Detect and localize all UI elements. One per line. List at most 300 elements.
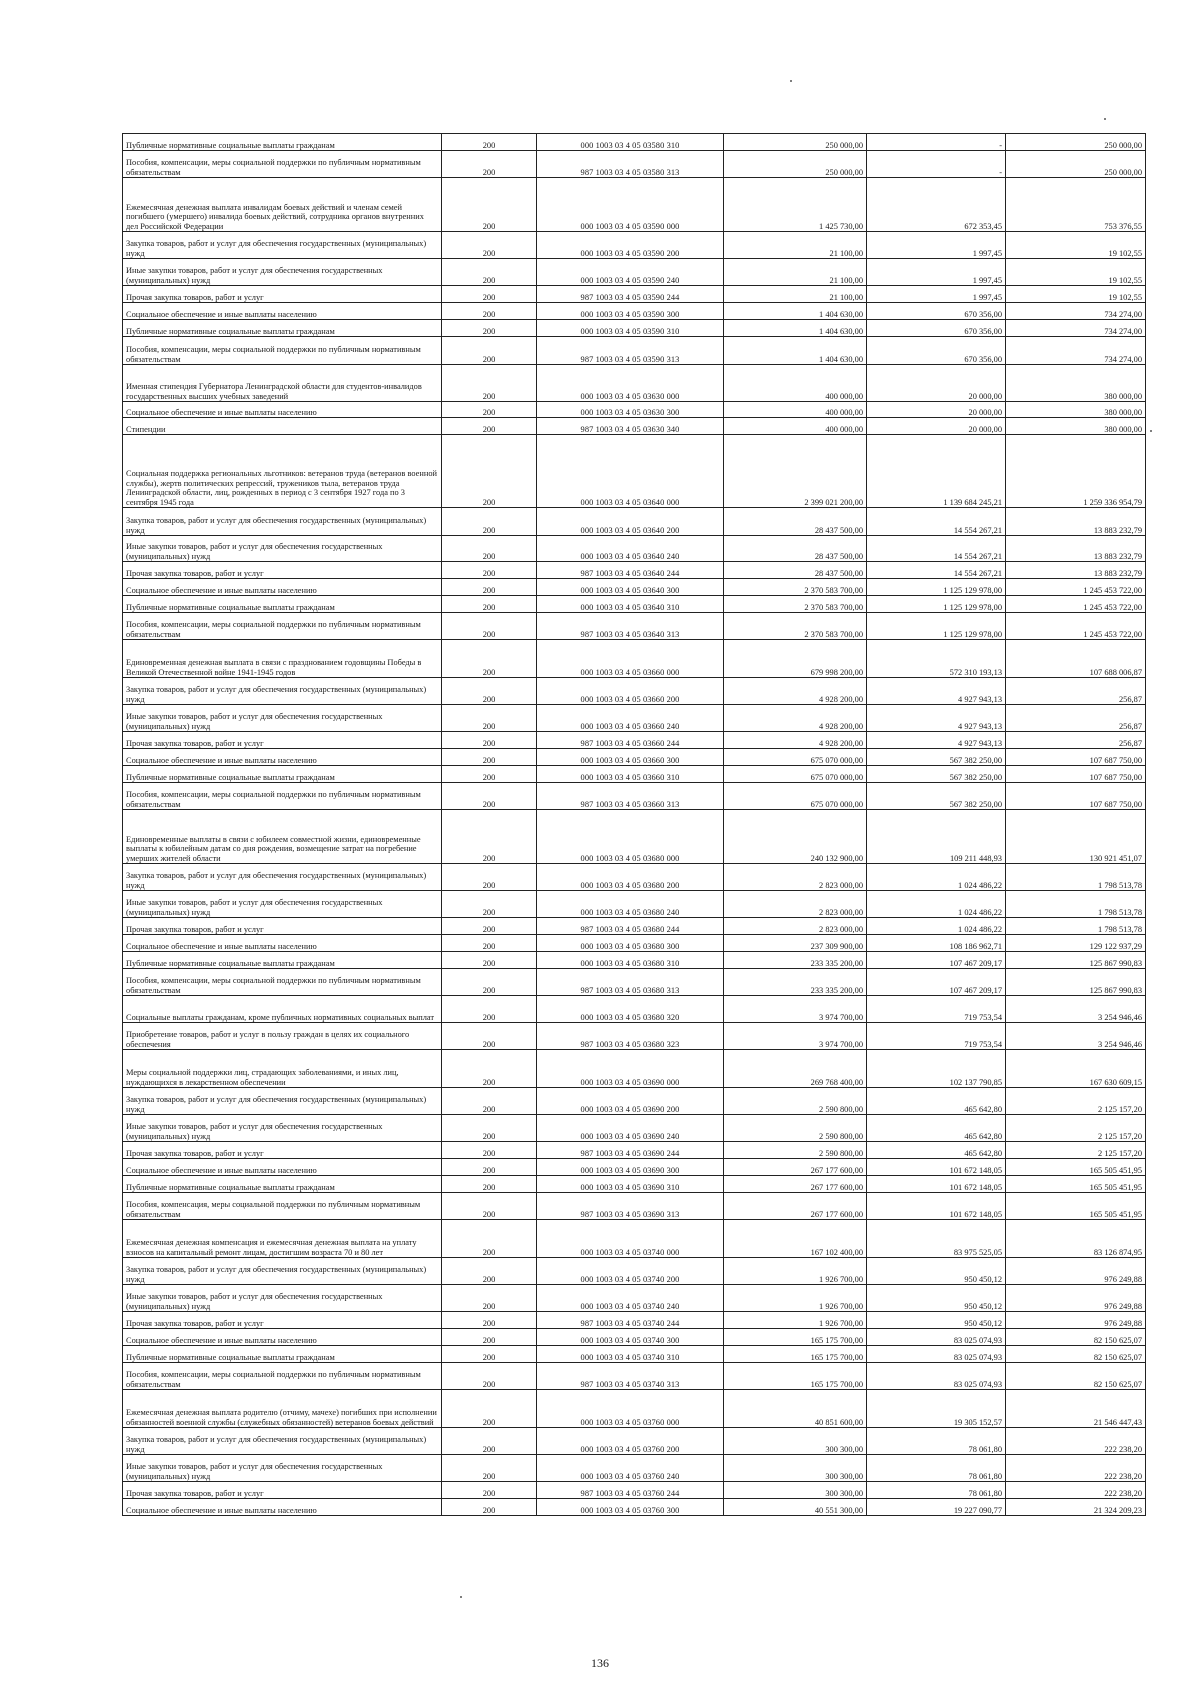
table-row xyxy=(123,259,1146,286)
row-approved: 400 000,00 xyxy=(724,402,867,418)
row-name: Прочая закупка товаров, работ и услуг xyxy=(123,918,442,935)
row-kbk: 000 1003 03 4 05 03640 200 xyxy=(537,508,724,536)
row-name: Социальное обеспечение и иные выплаты населению xyxy=(123,1499,442,1516)
row-executed: 465 642,80 xyxy=(867,1115,1006,1142)
table-row xyxy=(123,640,1146,678)
row-kbk: 987 1003 03 4 05 03740 244 xyxy=(537,1312,724,1329)
row-executed: 83 025 074,93 xyxy=(867,1346,1006,1363)
row-approved: 1 404 630,00 xyxy=(724,303,867,320)
row-executed: 83 975 525,05 xyxy=(867,1220,1006,1258)
row-approved: 4 928 200,00 xyxy=(724,705,867,732)
row-unexecuted: 1 259 336 954,79 xyxy=(1006,435,1146,508)
row-approved: 21 100,00 xyxy=(724,286,867,303)
row-code: 200 xyxy=(442,640,537,678)
row-executed: 20 000,00 xyxy=(867,402,1006,418)
row-executed: 108 186 962,71 xyxy=(867,935,1006,952)
row-executed: 1 024 486,22 xyxy=(867,891,1006,918)
row-unexecuted: 107 687 750,00 xyxy=(1006,783,1146,810)
row-executed: 101 672 148,05 xyxy=(867,1159,1006,1176)
row-kbk: 000 1003 03 4 05 03640 300 xyxy=(537,579,724,596)
row-unexecuted: 1 798 513,78 xyxy=(1006,891,1146,918)
table-row xyxy=(123,562,1146,579)
row-code: 200 xyxy=(442,337,537,365)
row-name: Ежемесячная денежная компенсация и ежемесячная денежная выплата на уплату взносов на капитальный ремонт лицам, достигшим возраста 70 и 80 лет xyxy=(123,1220,442,1258)
row-approved: 2 823 000,00 xyxy=(724,891,867,918)
table-row xyxy=(123,178,1146,232)
row-approved: 2 590 800,00 xyxy=(724,1088,867,1115)
row-code: 200 xyxy=(442,1363,537,1390)
row-executed: 4 927 943,13 xyxy=(867,705,1006,732)
row-code: 200 xyxy=(442,891,537,918)
row-code: 200 xyxy=(442,259,537,286)
row-kbk: 000 1003 03 4 05 03590 240 xyxy=(537,259,724,286)
row-code: 200 xyxy=(442,1220,537,1258)
row-executed: 83 025 074,93 xyxy=(867,1363,1006,1390)
table-row xyxy=(123,418,1146,435)
row-approved: 1 926 700,00 xyxy=(724,1258,867,1285)
row-name: Иные закупки товаров, работ и услуг для обеспечения государственных (муниципальных) нужд xyxy=(123,705,442,732)
row-approved: 167 102 400,00 xyxy=(724,1220,867,1258)
row-name: Публичные нормативные социальные выплаты гражданам xyxy=(123,952,442,969)
table-row xyxy=(123,1220,1146,1258)
row-kbk: 000 1003 03 4 05 03640 310 xyxy=(537,596,724,613)
row-code: 200 xyxy=(442,536,537,562)
budget-execution-table xyxy=(122,133,1146,1516)
row-approved: 2 590 800,00 xyxy=(724,1142,867,1159)
row-unexecuted: 21 324 209,23 xyxy=(1006,1499,1146,1516)
row-kbk: 987 1003 03 4 05 03680 323 xyxy=(537,1023,724,1050)
row-executed: 670 356,00 xyxy=(867,320,1006,337)
row-name: Прочая закупка товаров, работ и услуг xyxy=(123,1482,442,1499)
table-row xyxy=(123,1482,1146,1499)
row-kbk: 000 1003 03 4 05 03580 310 xyxy=(537,134,724,151)
row-name: Меры социальной поддержки лиц, страдающих заболеваниями, и иных лиц, нуждающихся в лекарственном обеспечении xyxy=(123,1050,442,1088)
row-kbk: 000 1003 03 4 05 03590 310 xyxy=(537,320,724,337)
row-executed: 83 025 074,93 xyxy=(867,1329,1006,1346)
row-name: Социальное обеспечение и иные выплаты населению xyxy=(123,1329,442,1346)
row-approved: 250 000,00 xyxy=(724,151,867,178)
row-unexecuted: 82 150 625,07 xyxy=(1006,1346,1146,1363)
row-unexecuted: 1 245 453 722,00 xyxy=(1006,596,1146,613)
row-approved: 165 175 700,00 xyxy=(724,1363,867,1390)
table-row xyxy=(123,1115,1146,1142)
row-code: 200 xyxy=(442,134,537,151)
row-name: Пособия, компенсации, меры социальной поддержки по публичным нормативным обязательствам xyxy=(123,151,442,178)
row-name: Закупка товаров, работ и услуг для обеспечения государственных (муниципальных) нужд xyxy=(123,1258,442,1285)
row-kbk: 000 1003 03 4 05 03740 300 xyxy=(537,1329,724,1346)
row-approved: 233 335 200,00 xyxy=(724,969,867,996)
row-unexecuted: 130 921 451,07 xyxy=(1006,810,1146,864)
row-kbk: 000 1003 03 4 05 03760 240 xyxy=(537,1455,724,1482)
row-code: 200 xyxy=(442,1115,537,1142)
row-kbk: 987 1003 03 4 05 03590 313 xyxy=(537,337,724,365)
row-approved: 3 974 700,00 xyxy=(724,1023,867,1050)
row-name: Иные закупки товаров, работ и услуг для обеспечения государственных (муниципальных) нужд xyxy=(123,259,442,286)
row-unexecuted: 19 102,55 xyxy=(1006,286,1146,303)
row-kbk: 000 1003 03 4 05 03740 240 xyxy=(537,1285,724,1312)
row-approved: 1 926 700,00 xyxy=(724,1285,867,1312)
row-name: Закупка товаров, работ и услуг для обеспечения государственных (муниципальных) нужд xyxy=(123,864,442,891)
row-unexecuted: 107 688 006,87 xyxy=(1006,640,1146,678)
row-unexecuted: 3 254 946,46 xyxy=(1006,1023,1146,1050)
row-kbk: 987 1003 03 4 05 03660 244 xyxy=(537,732,724,749)
table-row xyxy=(123,1329,1146,1346)
row-unexecuted: 976 249,88 xyxy=(1006,1258,1146,1285)
table-row xyxy=(123,365,1146,402)
row-approved: 240 132 900,00 xyxy=(724,810,867,864)
row-name: Ежемесячная денежная выплата родителю (отчиму, мачехе) погибших при исполнении обязанностей военной службы (служебных обязанностей) ветеранов боевых действий xyxy=(123,1390,442,1428)
row-name: Стипендии xyxy=(123,418,442,435)
row-code: 200 xyxy=(442,1482,537,1499)
row-executed: 719 753,54 xyxy=(867,996,1006,1023)
row-unexecuted: 976 249,88 xyxy=(1006,1312,1146,1329)
row-code: 200 xyxy=(442,1193,537,1220)
row-code: 200 xyxy=(442,1050,537,1088)
row-code: 200 xyxy=(442,1428,537,1455)
row-executed: 19 305 152,57 xyxy=(867,1390,1006,1428)
row-kbk: 987 1003 03 4 05 03680 313 xyxy=(537,969,724,996)
row-name: Социальное обеспечение и иные выплаты населению xyxy=(123,935,442,952)
row-kbk: 000 1003 03 4 05 03740 200 xyxy=(537,1258,724,1285)
table-row xyxy=(123,810,1146,864)
row-unexecuted: 107 687 750,00 xyxy=(1006,766,1146,783)
row-name: Пособия, компенсация, меры социальной поддержки по публичным нормативным обязательствам xyxy=(123,1193,442,1220)
row-approved: 400 000,00 xyxy=(724,418,867,435)
row-unexecuted: 256,87 xyxy=(1006,705,1146,732)
row-executed: 4 927 943,13 xyxy=(867,732,1006,749)
row-unexecuted: 1 245 453 722,00 xyxy=(1006,579,1146,596)
row-name: Публичные нормативные социальные выплаты гражданам xyxy=(123,320,442,337)
row-executed: 950 450,12 xyxy=(867,1285,1006,1312)
row-executed: 14 554 267,21 xyxy=(867,508,1006,536)
row-code: 200 xyxy=(442,678,537,705)
row-unexecuted: 19 102,55 xyxy=(1006,259,1146,286)
row-executed: 1 024 486,22 xyxy=(867,864,1006,891)
row-name: Социальная поддержка региональных льготников: ветеранов труда (ветеранов военной службы), жертв политических репрессий, тружеников тыла, ветеранов труда Ленинградской области, лиц, рожденных в период с 3 сентября 1927 года по 3 сентября 1945 года xyxy=(123,435,442,508)
row-executed: 1 997,45 xyxy=(867,259,1006,286)
table-row xyxy=(123,1193,1146,1220)
row-code: 200 xyxy=(442,1346,537,1363)
row-code: 200 xyxy=(442,1455,537,1482)
row-code: 200 xyxy=(442,1329,537,1346)
row-approved: 233 335 200,00 xyxy=(724,952,867,969)
row-unexecuted: 256,87 xyxy=(1006,678,1146,705)
row-kbk: 987 1003 03 4 05 03640 313 xyxy=(537,613,724,640)
table-row xyxy=(123,1346,1146,1363)
row-code: 200 xyxy=(442,402,537,418)
table-row xyxy=(123,996,1146,1023)
row-unexecuted: 976 249,88 xyxy=(1006,1285,1146,1312)
row-code: 200 xyxy=(442,1176,537,1193)
table-row xyxy=(123,935,1146,952)
table-row xyxy=(123,508,1146,536)
row-approved: 3 974 700,00 xyxy=(724,996,867,1023)
row-kbk: 000 1003 03 4 05 03590 200 xyxy=(537,232,724,259)
row-code: 200 xyxy=(442,864,537,891)
row-name: Пособия, компенсации, меры социальной поддержки по публичным нормативным обязательствам xyxy=(123,783,442,810)
row-unexecuted: 107 687 750,00 xyxy=(1006,749,1146,766)
table-row xyxy=(123,952,1146,969)
row-approved: 2 823 000,00 xyxy=(724,918,867,935)
row-executed: 1 024 486,22 xyxy=(867,918,1006,935)
row-unexecuted: 222 238,20 xyxy=(1006,1428,1146,1455)
page-number: 136 xyxy=(591,1656,609,1670)
row-kbk: 000 1003 03 4 05 03760 000 xyxy=(537,1390,724,1428)
row-approved: 675 070 000,00 xyxy=(724,749,867,766)
row-kbk: 987 1003 03 4 05 03590 244 xyxy=(537,286,724,303)
table-row xyxy=(123,864,1146,891)
row-unexecuted: 222 238,20 xyxy=(1006,1455,1146,1482)
report-sheet xyxy=(122,133,1145,1516)
table-row xyxy=(123,749,1146,766)
table-row xyxy=(123,596,1146,613)
row-approved: 2 399 021 200,00 xyxy=(724,435,867,508)
row-name: Публичные нормативные социальные выплаты гражданам xyxy=(123,1346,442,1363)
row-code: 200 xyxy=(442,952,537,969)
table-row xyxy=(123,337,1146,365)
row-unexecuted: 165 505 451,95 xyxy=(1006,1193,1146,1220)
row-unexecuted: 165 505 451,95 xyxy=(1006,1176,1146,1193)
row-executed: 14 554 267,21 xyxy=(867,536,1006,562)
row-kbk: 000 1003 03 4 05 03630 000 xyxy=(537,365,724,402)
row-code: 200 xyxy=(442,918,537,935)
row-executed: 465 642,80 xyxy=(867,1142,1006,1159)
row-approved: 1 404 630,00 xyxy=(724,337,867,365)
row-unexecuted: 129 122 937,29 xyxy=(1006,935,1146,952)
table-row xyxy=(123,303,1146,320)
row-unexecuted: 13 883 232,79 xyxy=(1006,562,1146,579)
row-code: 200 xyxy=(442,579,537,596)
row-executed: 109 211 448,93 xyxy=(867,810,1006,864)
row-name: Иные закупки товаров, работ и услуг для обеспечения государственных (муниципальных) нужд xyxy=(123,1455,442,1482)
table-row xyxy=(123,1142,1146,1159)
row-kbk: 000 1003 03 4 05 03690 000 xyxy=(537,1050,724,1088)
row-executed: 19 227 090,77 xyxy=(867,1499,1006,1516)
row-unexecuted: 2 125 157,20 xyxy=(1006,1088,1146,1115)
row-code: 200 xyxy=(442,508,537,536)
row-code: 200 xyxy=(442,303,537,320)
row-name: Закупка товаров, работ и услуг для обеспечения государственных (муниципальных) нужд xyxy=(123,508,442,536)
table-row xyxy=(123,918,1146,935)
row-approved: 675 070 000,00 xyxy=(724,783,867,810)
row-kbk: 000 1003 03 4 05 03590 300 xyxy=(537,303,724,320)
row-unexecuted: 380 000,00 xyxy=(1006,365,1146,402)
row-approved: 300 300,00 xyxy=(724,1482,867,1499)
row-kbk: 000 1003 03 4 05 03690 240 xyxy=(537,1115,724,1142)
row-executed: 78 061,80 xyxy=(867,1482,1006,1499)
row-unexecuted: 1 798 513,78 xyxy=(1006,864,1146,891)
row-unexecuted: 82 150 625,07 xyxy=(1006,1363,1146,1390)
table-row xyxy=(123,1390,1146,1428)
row-kbk: 000 1003 03 4 05 03680 000 xyxy=(537,810,724,864)
row-name: Социальные выплаты гражданам, кроме публичных нормативных социальных выплат xyxy=(123,996,442,1023)
row-kbk: 987 1003 03 4 05 03680 244 xyxy=(537,918,724,935)
row-executed: 78 061,80 xyxy=(867,1455,1006,1482)
row-executed: 1 125 129 978,00 xyxy=(867,579,1006,596)
row-kbk: 987 1003 03 4 05 03580 313 xyxy=(537,151,724,178)
row-kbk: 987 1003 03 4 05 03660 313 xyxy=(537,783,724,810)
row-kbk: 000 1003 03 4 05 03690 310 xyxy=(537,1176,724,1193)
scan-speck xyxy=(460,1596,462,1598)
row-unexecuted: 19 102,55 xyxy=(1006,232,1146,259)
row-approved: 21 100,00 xyxy=(724,259,867,286)
row-kbk: 000 1003 03 4 05 03680 320 xyxy=(537,996,724,1023)
row-kbk: 000 1003 03 4 05 03640 000 xyxy=(537,435,724,508)
row-name: Ежемесячная денежная выплата инвалидам боевых действий и членам семей погибшего (умершего) инвалида боевых действий, сотрудника органов внутренних дел Российской Федерации xyxy=(123,178,442,232)
row-code: 200 xyxy=(442,365,537,402)
table-row xyxy=(123,134,1146,151)
row-approved: 2 370 583 700,00 xyxy=(724,579,867,596)
row-name: Пособия, компенсации, меры социальной поддержки по публичным нормативным обязательствам xyxy=(123,969,442,996)
table-row xyxy=(123,1088,1146,1115)
row-approved: 4 928 200,00 xyxy=(724,732,867,749)
row-unexecuted: 256,87 xyxy=(1006,732,1146,749)
row-executed: - xyxy=(867,151,1006,178)
row-executed: 20 000,00 xyxy=(867,365,1006,402)
row-name: Пособия, компенсации, меры социальной поддержки по публичным нормативным обязательствам xyxy=(123,1363,442,1390)
row-approved: 40 551 300,00 xyxy=(724,1499,867,1516)
table-row xyxy=(123,1050,1146,1088)
row-approved: 269 768 400,00 xyxy=(724,1050,867,1088)
row-code: 200 xyxy=(442,1499,537,1516)
row-name: Прочая закупка товаров, работ и услуг xyxy=(123,732,442,749)
row-kbk: 000 1003 03 4 05 03630 300 xyxy=(537,402,724,418)
row-executed: 1 997,45 xyxy=(867,232,1006,259)
row-name: Пособия, компенсации, меры социальной поддержки по публичным нормативным обязательствам xyxy=(123,613,442,640)
row-name: Приобретение товаров, работ и услуг в пользу граждан в целях их социального обеспечения xyxy=(123,1023,442,1050)
table-row xyxy=(123,1312,1146,1329)
scan-speck xyxy=(1150,430,1152,432)
row-unexecuted: 734 274,00 xyxy=(1006,303,1146,320)
row-name: Социальное обеспечение и иные выплаты населению xyxy=(123,749,442,766)
row-name: Иные закупки товаров, работ и услуг для обеспечения государственных (муниципальных) нужд xyxy=(123,536,442,562)
row-kbk: 000 1003 03 4 05 03740 310 xyxy=(537,1346,724,1363)
row-unexecuted: 167 630 609,15 xyxy=(1006,1050,1146,1088)
row-unexecuted: 734 274,00 xyxy=(1006,337,1146,365)
row-executed: - xyxy=(867,134,1006,151)
row-unexecuted: 125 867 990,83 xyxy=(1006,969,1146,996)
row-executed: 101 672 148,05 xyxy=(867,1176,1006,1193)
row-name: Прочая закупка товаров, работ и услуг xyxy=(123,1312,442,1329)
table-row xyxy=(123,435,1146,508)
table-row xyxy=(123,766,1146,783)
row-name: Пособия, компенсации, меры социальной поддержки по публичным нормативным обязательствам xyxy=(123,337,442,365)
table-row xyxy=(123,579,1146,596)
row-executed: 20 000,00 xyxy=(867,418,1006,435)
row-executed: 950 450,12 xyxy=(867,1258,1006,1285)
row-approved: 165 175 700,00 xyxy=(724,1346,867,1363)
row-name: Публичные нормативные социальные выплаты гражданам xyxy=(123,1176,442,1193)
row-approved: 300 300,00 xyxy=(724,1455,867,1482)
row-unexecuted: 125 867 990,83 xyxy=(1006,952,1146,969)
row-approved: 267 177 600,00 xyxy=(724,1176,867,1193)
table-row xyxy=(123,1428,1146,1455)
row-kbk: 000 1003 03 4 05 03640 240 xyxy=(537,536,724,562)
row-executed: 670 356,00 xyxy=(867,337,1006,365)
row-kbk: 000 1003 03 4 05 03740 000 xyxy=(537,1220,724,1258)
table-row xyxy=(123,783,1146,810)
row-approved: 267 177 600,00 xyxy=(724,1159,867,1176)
row-code: 200 xyxy=(442,596,537,613)
row-name: Иные закупки товаров, работ и услуг для обеспечения государственных (муниципальных) нужд xyxy=(123,891,442,918)
row-code: 200 xyxy=(442,1142,537,1159)
table-row xyxy=(123,891,1146,918)
row-code: 200 xyxy=(442,1390,537,1428)
row-code: 200 xyxy=(442,1285,537,1312)
row-name: Публичные нормативные социальные выплаты гражданам xyxy=(123,596,442,613)
row-executed: 672 353,45 xyxy=(867,178,1006,232)
row-approved: 40 851 600,00 xyxy=(724,1390,867,1428)
table-row xyxy=(123,536,1146,562)
scan-speck xyxy=(790,80,792,82)
row-executed: 1 139 684 245,21 xyxy=(867,435,1006,508)
row-executed: 567 382 250,00 xyxy=(867,783,1006,810)
table-row xyxy=(123,678,1146,705)
row-name: Закупка товаров, работ и услуг для обеспечения государственных (муниципальных) нужд xyxy=(123,232,442,259)
row-code: 200 xyxy=(442,613,537,640)
row-code: 200 xyxy=(442,783,537,810)
row-name: Иные закупки товаров, работ и услуг для обеспечения государственных (муниципальных) нужд xyxy=(123,1285,442,1312)
row-executed: 107 467 209,17 xyxy=(867,969,1006,996)
row-kbk: 987 1003 03 4 05 03690 313 xyxy=(537,1193,724,1220)
table-row xyxy=(123,1159,1146,1176)
row-name: Социальное обеспечение и иные выплаты населению xyxy=(123,1159,442,1176)
row-kbk: 000 1003 03 4 05 03760 300 xyxy=(537,1499,724,1516)
table-row xyxy=(123,1455,1146,1482)
row-kbk: 000 1003 03 4 05 03760 200 xyxy=(537,1428,724,1455)
row-unexecuted: 1 245 453 722,00 xyxy=(1006,613,1146,640)
row-approved: 675 070 000,00 xyxy=(724,766,867,783)
row-approved: 250 000,00 xyxy=(724,134,867,151)
row-approved: 4 928 200,00 xyxy=(724,678,867,705)
row-approved: 2 370 583 700,00 xyxy=(724,596,867,613)
row-approved: 1 425 730,00 xyxy=(724,178,867,232)
row-approved: 2 823 000,00 xyxy=(724,864,867,891)
row-kbk: 000 1003 03 4 05 03680 310 xyxy=(537,952,724,969)
row-approved: 400 000,00 xyxy=(724,365,867,402)
row-approved: 267 177 600,00 xyxy=(724,1193,867,1220)
row-executed: 1 125 129 978,00 xyxy=(867,613,1006,640)
row-name: Социальное обеспечение и иные выплаты населению xyxy=(123,579,442,596)
row-executed: 78 061,80 xyxy=(867,1428,1006,1455)
row-unexecuted: 83 126 874,95 xyxy=(1006,1220,1146,1258)
row-name: Закупка товаров, работ и услуг для обеспечения государственных (муниципальных) нужд xyxy=(123,678,442,705)
table-row xyxy=(123,1258,1146,1285)
row-executed: 567 382 250,00 xyxy=(867,766,1006,783)
row-kbk: 000 1003 03 4 05 03660 200 xyxy=(537,678,724,705)
row-executed: 567 382 250,00 xyxy=(867,749,1006,766)
row-unexecuted: 250 000,00 xyxy=(1006,134,1146,151)
row-code: 200 xyxy=(442,151,537,178)
row-executed: 465 642,80 xyxy=(867,1088,1006,1115)
row-code: 200 xyxy=(442,435,537,508)
row-unexecuted: 165 505 451,95 xyxy=(1006,1159,1146,1176)
row-name: Закупка товаров, работ и услуг для обеспечения государственных (муниципальных) нужд xyxy=(123,1088,442,1115)
row-code: 200 xyxy=(442,969,537,996)
table-row xyxy=(123,320,1146,337)
row-kbk: 987 1003 03 4 05 03630 340 xyxy=(537,418,724,435)
table-row xyxy=(123,1023,1146,1050)
row-unexecuted: 3 254 946,46 xyxy=(1006,996,1146,1023)
row-code: 200 xyxy=(442,810,537,864)
row-executed: 102 137 790,85 xyxy=(867,1050,1006,1088)
table-row xyxy=(123,969,1146,996)
row-kbk: 987 1003 03 4 05 03690 244 xyxy=(537,1142,724,1159)
row-name: Социальное обеспечение и иные выплаты населению xyxy=(123,303,442,320)
scan-speck xyxy=(1104,118,1106,120)
row-approved: 28 437 500,00 xyxy=(724,508,867,536)
row-code: 200 xyxy=(442,232,537,259)
